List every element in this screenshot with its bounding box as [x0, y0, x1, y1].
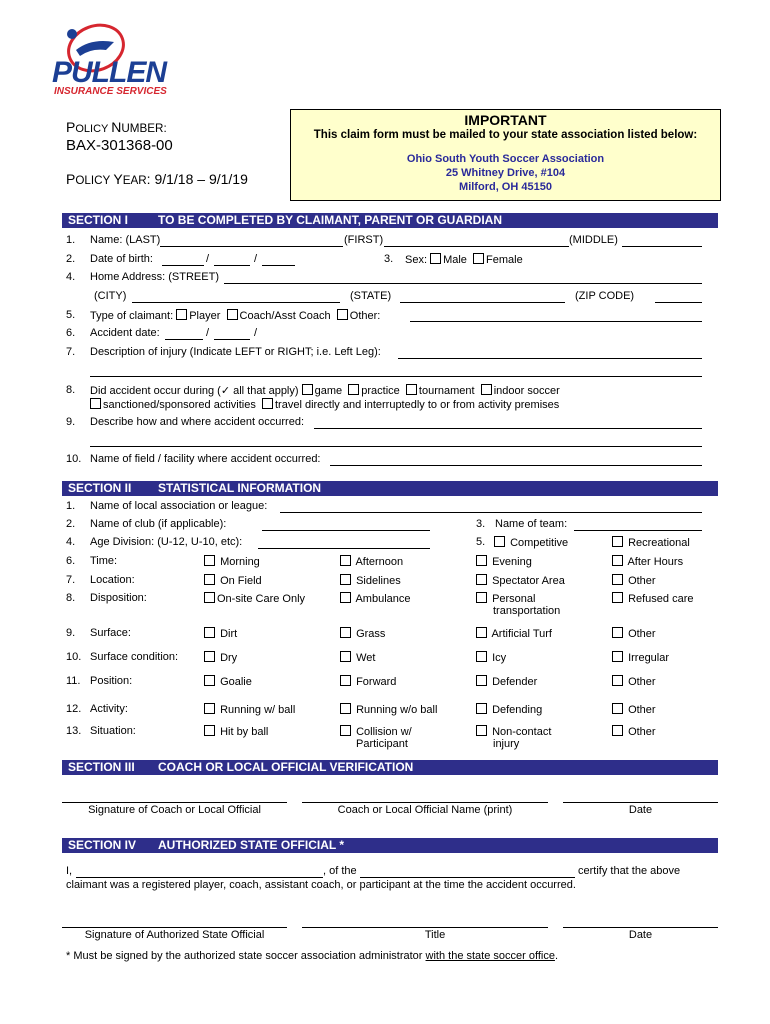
forward-option	[340, 675, 396, 688]
footnote-end: .	[554, 950, 559, 962]
tournament-checkbox[interactable]	[406, 384, 417, 395]
other-activity-label: Other	[628, 704, 656, 716]
other-activity-checkbox[interactable]	[612, 703, 623, 714]
recreational-label: Recreational	[628, 537, 690, 549]
accident-context-row	[90, 384, 560, 397]
official-signature-label: Signature of Authorized State Official	[84, 929, 265, 941]
onsite-label: On-site Care Only	[217, 593, 306, 605]
q4-number: 4.	[66, 271, 76, 283]
name-last-label: Name: (LAST)	[90, 234, 161, 246]
association-street: 25 Whitney Drive, #104	[445, 167, 566, 179]
dob-year-field[interactable]	[262, 265, 295, 266]
other-claimant-label: Other:	[349, 310, 381, 322]
wet-option	[340, 651, 375, 664]
competitive-option	[494, 536, 568, 549]
how-where-label: Describe how and where accident occurred:	[90, 416, 305, 428]
practice-label: practice	[361, 385, 400, 397]
dry-checkbox[interactable]	[204, 651, 215, 662]
street-field[interactable]	[224, 283, 702, 284]
section-3-number: SECTION III	[68, 760, 135, 774]
irregular-label: Irregular	[628, 652, 670, 664]
indoor-soccer-label: indoor soccer	[493, 385, 560, 397]
age-division-field[interactable]	[258, 548, 430, 549]
city-field[interactable]	[132, 302, 340, 303]
afternoon-checkbox[interactable]	[340, 555, 351, 566]
other-situation-label: Other	[628, 726, 656, 738]
other-position-option	[612, 675, 656, 688]
running-ball-option	[204, 703, 295, 716]
practice-checkbox[interactable]	[348, 384, 359, 395]
running-noball-checkbox[interactable]	[340, 703, 351, 714]
sidelines-checkbox[interactable]	[340, 574, 351, 585]
spectator-option	[476, 574, 565, 587]
other-position-checkbox[interactable]	[612, 675, 623, 686]
dob-day-field[interactable]	[214, 265, 250, 266]
name-middle-label: (MIDDLE)	[569, 234, 618, 246]
q6-number: 6.	[66, 327, 76, 339]
transportation-label: transportation	[493, 605, 561, 617]
male-label: Male	[443, 254, 467, 266]
after-hours-label: After Hours	[627, 556, 684, 568]
local-association-field[interactable]	[280, 512, 702, 513]
zip-field[interactable]	[655, 302, 702, 303]
important-box	[290, 109, 721, 201]
goalie-option	[204, 675, 252, 688]
street-label: Home Address: (STREET)	[90, 271, 219, 283]
sex-label: Sex:	[405, 254, 428, 266]
turf-checkbox[interactable]	[476, 627, 487, 638]
injury-label: injury	[493, 738, 520, 750]
certify-statement: claimant was a registered player, coach, assistant coach, or participant at the time the accident occurred.	[66, 879, 576, 891]
refused-option	[612, 592, 694, 605]
player-label: Player	[189, 310, 221, 322]
coach-signature-label: Signature of Coach or Local Official	[88, 804, 261, 816]
official-title-field[interactable]	[302, 927, 548, 928]
wet-label: Wet	[356, 652, 376, 664]
time-label: Time:	[90, 555, 118, 567]
section-2-title: STATISTICAL INFORMATION	[158, 481, 322, 495]
injury-description-field[interactable]	[398, 358, 702, 359]
coach-checkbox[interactable]	[227, 309, 238, 320]
ambulance-option	[340, 592, 411, 605]
dob-label: Date of birth:	[90, 253, 153, 265]
section-3-header	[62, 760, 718, 775]
club-field[interactable]	[262, 530, 430, 531]
name-first-label: (FIRST)	[344, 234, 384, 246]
forward-label: Forward	[356, 676, 397, 688]
on-field-checkbox[interactable]	[204, 574, 215, 585]
signature-footnote	[66, 950, 558, 962]
how-where-field[interactable]	[314, 428, 702, 429]
dry-option	[204, 651, 237, 664]
accident-month-field[interactable]	[165, 339, 203, 340]
female-label: Female	[486, 254, 523, 266]
other-surface-checkbox[interactable]	[612, 627, 623, 638]
q3-number: 3.	[384, 253, 394, 265]
sidelines-option	[340, 574, 401, 587]
player-checkbox[interactable]	[176, 309, 187, 320]
hit-by-ball-label: Hit by ball	[220, 726, 269, 738]
injury-description-label: Description of injury (Indicate LEFT or RIGHT; i.e. Left Leg):	[90, 346, 381, 358]
coach-label: Coach/Asst Coach	[239, 310, 331, 322]
other-location-label: Other	[628, 575, 656, 587]
refused-label: Refused care	[628, 593, 694, 605]
noncontact-checkbox[interactable]	[476, 725, 487, 736]
other-surface-label: Other	[628, 628, 656, 640]
footnote-text: * Must be signed by the authorized state soccer association administrator	[66, 950, 426, 962]
dirt-option	[204, 627, 237, 640]
on-field-option	[204, 574, 262, 587]
forward-checkbox[interactable]	[340, 675, 351, 686]
logo-name: PULLEN	[52, 56, 166, 89]
s2-r2-number: 2.	[66, 518, 76, 530]
evening-checkbox[interactable]	[476, 555, 487, 566]
after-hours-option	[612, 555, 683, 568]
claimant-type-row	[90, 309, 380, 322]
accident-day-field[interactable]	[214, 339, 250, 340]
dirt-label: Dirt	[220, 628, 238, 640]
state-label: (STATE)	[350, 290, 392, 302]
certify-label: certify that the above	[578, 865, 681, 877]
running-ball-checkbox[interactable]	[204, 703, 215, 714]
personal-checkbox[interactable]	[476, 592, 487, 603]
evening-label: Evening	[492, 556, 532, 568]
defending-label: Defending	[492, 704, 543, 716]
q7-number: 7.	[66, 346, 76, 358]
facility-label: Name of field / facility where accident occurred:	[90, 453, 321, 465]
logo-subtitle: INSURANCE SERVICES	[54, 86, 167, 97]
grass-label: Grass	[356, 628, 386, 640]
accident-date-label: Accident date:	[90, 327, 160, 339]
association-name: Ohio South Youth Soccer Association	[406, 153, 605, 165]
official-date-field[interactable]	[563, 927, 718, 928]
sidelines-label: Sidelines	[356, 575, 401, 587]
official-title-label: Title	[424, 929, 446, 941]
q8-number: 8.	[66, 384, 76, 396]
goalie-label: Goalie	[220, 676, 252, 688]
defending-checkbox[interactable]	[476, 703, 487, 714]
of-the-label: , of the	[323, 865, 357, 877]
morning-label: Morning	[220, 556, 260, 568]
personal-option	[476, 592, 535, 605]
policy-year: POLICY YEAR: 9/1/18 – 9/1/19	[66, 171, 248, 187]
accident-slash-1: /	[206, 327, 210, 339]
certify-i-label: I,	[66, 865, 73, 877]
icy-option	[476, 651, 506, 664]
location-label: Location:	[90, 574, 135, 586]
zip-label: (ZIP CODE)	[575, 290, 635, 302]
s2-r9-number: 9.	[66, 627, 76, 639]
club-label: Name of club (if applicable):	[90, 518, 227, 530]
official-signature-field[interactable]	[62, 927, 287, 928]
s2-r12-number: 12.	[66, 703, 82, 715]
noncontact-option	[476, 725, 551, 738]
accident-context-label: Did accident occur during (✓ all that apply)	[90, 385, 299, 397]
defender-label: Defender	[492, 676, 538, 688]
important-subtitle: This claim form must be mailed to your state association listed below:	[313, 129, 698, 141]
name-last-field[interactable]	[160, 246, 343, 247]
coach-name-field[interactable]	[302, 802, 548, 803]
turf-label: Artificial Turf	[491, 628, 552, 640]
refused-checkbox[interactable]	[612, 592, 623, 603]
after-hours-checkbox[interactable]	[612, 555, 623, 566]
section-2-number: SECTION II	[68, 481, 132, 495]
s2-r4-number: 4.	[66, 536, 76, 548]
other-activity-option	[612, 703, 656, 716]
defender-checkbox[interactable]	[476, 675, 487, 686]
s2-r11-number: 11.	[66, 675, 81, 687]
section-2-header	[62, 481, 718, 496]
recreational-option	[612, 536, 690, 549]
irregular-checkbox[interactable]	[612, 651, 623, 662]
indoor-soccer-checkbox[interactable]	[481, 384, 492, 395]
city-label: (CITY)	[94, 290, 127, 302]
other-location-checkbox[interactable]	[612, 574, 623, 585]
male-checkbox[interactable]	[430, 253, 441, 264]
coach-signature-field[interactable]	[62, 802, 287, 803]
morning-checkbox[interactable]	[204, 555, 215, 566]
competitive-label: Competitive	[510, 537, 569, 549]
claimant-type-label: Type of claimant:	[90, 310, 174, 322]
surface-label: Surface:	[90, 627, 131, 639]
icy-checkbox[interactable]	[476, 651, 487, 662]
q1-number: 1.	[66, 234, 76, 246]
dob-slash-2: /	[254, 253, 258, 265]
injury-description-field-2[interactable]	[90, 376, 702, 377]
team-field[interactable]	[574, 530, 702, 531]
accident-context-row-2	[90, 398, 559, 411]
sanctioned-checkbox[interactable]	[90, 398, 101, 409]
q5-number: 5.	[66, 309, 76, 321]
q9-number: 9.	[66, 416, 76, 428]
other-surface-option	[612, 627, 656, 640]
afternoon-label: Afternoon	[355, 556, 404, 568]
icy-label: Icy	[492, 652, 507, 664]
official-date-label: Date	[628, 929, 653, 941]
s2-r8-number: 8.	[66, 592, 76, 604]
irregular-option	[612, 651, 669, 664]
association-field[interactable]	[360, 877, 575, 878]
section-3-title: COACH OR LOCAL OFFICIAL VERIFICATION	[158, 760, 414, 774]
q10-number: 10.	[66, 453, 82, 465]
other-claimant-field[interactable]	[410, 321, 702, 322]
section-4-header	[62, 838, 718, 853]
dob-month-field[interactable]	[162, 265, 204, 266]
dirt-checkbox[interactable]	[204, 627, 215, 638]
other-situation-checkbox[interactable]	[612, 725, 623, 736]
personal-label: Personal	[492, 593, 536, 605]
position-label: Position:	[90, 675, 133, 687]
spectator-checkbox[interactable]	[476, 574, 487, 585]
morning-option	[204, 555, 260, 568]
team-label: Name of team:	[495, 518, 568, 530]
other-position-label: Other	[628, 676, 656, 688]
s2-r1-number: 1.	[66, 500, 76, 512]
other-claimant-checkbox[interactable]	[337, 309, 348, 320]
s2-r5-number: 5.	[476, 536, 486, 548]
noncontact-label: Non-contact	[492, 726, 552, 738]
sanctioned-label: sanctioned/sponsored activities	[103, 399, 256, 411]
s2-r6-number: 6.	[66, 555, 76, 567]
policy-number: BAX-301368-00	[66, 137, 173, 154]
coach-date-field[interactable]	[563, 802, 718, 803]
important-title: IMPORTANT	[464, 112, 547, 128]
dry-label: Dry	[220, 652, 238, 664]
collision-checkbox[interactable]	[340, 725, 351, 736]
competitive-checkbox[interactable]	[494, 536, 505, 547]
q2-number: 2.	[66, 253, 76, 265]
collision-option	[340, 725, 412, 738]
coach-name-label: Coach or Local Official Name (print)	[337, 804, 513, 816]
wet-checkbox[interactable]	[340, 651, 351, 662]
activity-label: Activity:	[90, 703, 128, 715]
local-association-label: Name of local association or league:	[90, 500, 268, 512]
footnote-underlined: with the state soccer office	[425, 950, 555, 962]
s2-r3-number: 3.	[476, 518, 486, 530]
collision-label: Collision w/	[356, 726, 412, 738]
age-division-label: Age Division: (U-12, U-10, etc):	[90, 536, 243, 548]
spectator-label: Spectator Area	[492, 575, 565, 587]
travel-label: travel directly and interruptedly to or from activity premises	[275, 399, 560, 411]
name-first-field[interactable]	[384, 246, 569, 247]
other-location-option	[612, 574, 656, 587]
how-where-field-2[interactable]	[90, 446, 702, 447]
ambulance-checkbox[interactable]	[340, 592, 351, 603]
participant-label: Participant	[356, 738, 408, 750]
s2-r10-number: 10.	[66, 651, 82, 663]
hit-by-ball-option	[204, 725, 268, 738]
turf-option	[476, 627, 552, 640]
section-1-title: TO BE COMPLETED BY CLAIMANT, PARENT OR GUARDIAN	[158, 213, 503, 227]
coach-date-label: Date	[628, 804, 653, 816]
section-4-title: AUTHORIZED STATE OFFICIAL *	[158, 838, 344, 852]
facility-field[interactable]	[330, 465, 702, 466]
goalie-checkbox[interactable]	[204, 675, 215, 686]
recreational-checkbox[interactable]	[612, 536, 623, 547]
evening-option	[476, 555, 532, 568]
other-situation-option	[612, 725, 656, 738]
section-4-number: SECTION IV	[68, 838, 137, 852]
association-city: Milford, OH 45150	[459, 181, 552, 193]
grass-option	[340, 627, 385, 640]
dob-slash-1: /	[206, 253, 210, 265]
running-noball-option	[340, 703, 437, 716]
defending-option	[476, 703, 542, 716]
sex-row	[405, 253, 523, 266]
s2-r7-number: 7.	[66, 574, 76, 586]
ambulance-label: Ambulance	[355, 593, 411, 605]
on-field-label: On Field	[220, 575, 262, 587]
running-ball-label: Running w/ ball	[220, 704, 296, 716]
name-middle-field[interactable]	[622, 246, 702, 247]
onsite-option	[204, 592, 305, 605]
s2-r13-number: 13.	[66, 725, 82, 737]
tournament-label: tournament	[418, 385, 475, 397]
state-field[interactable]	[400, 302, 565, 303]
section-1-number: SECTION I	[68, 213, 129, 227]
grass-checkbox[interactable]	[340, 627, 351, 638]
travel-checkbox[interactable]	[262, 398, 273, 409]
policy-number-label: POLICY NUMBER:	[66, 119, 167, 135]
official-name-field[interactable]	[76, 877, 323, 878]
surface-condition-label: Surface condition:	[90, 651, 179, 663]
disposition-label: Disposition:	[90, 592, 147, 604]
accident-slash-2: /	[254, 327, 258, 339]
female-checkbox[interactable]	[473, 253, 484, 264]
situation-label: Situation:	[90, 725, 136, 737]
game-label: game	[314, 385, 343, 397]
running-noball-label: Running w/o ball	[356, 704, 438, 716]
game-checkbox[interactable]	[302, 384, 313, 395]
afternoon-option	[340, 555, 403, 568]
section-1-header	[62, 213, 718, 228]
hit-by-ball-checkbox[interactable]	[204, 725, 215, 736]
defender-option	[476, 675, 537, 688]
onsite-checkbox[interactable]	[204, 592, 215, 603]
